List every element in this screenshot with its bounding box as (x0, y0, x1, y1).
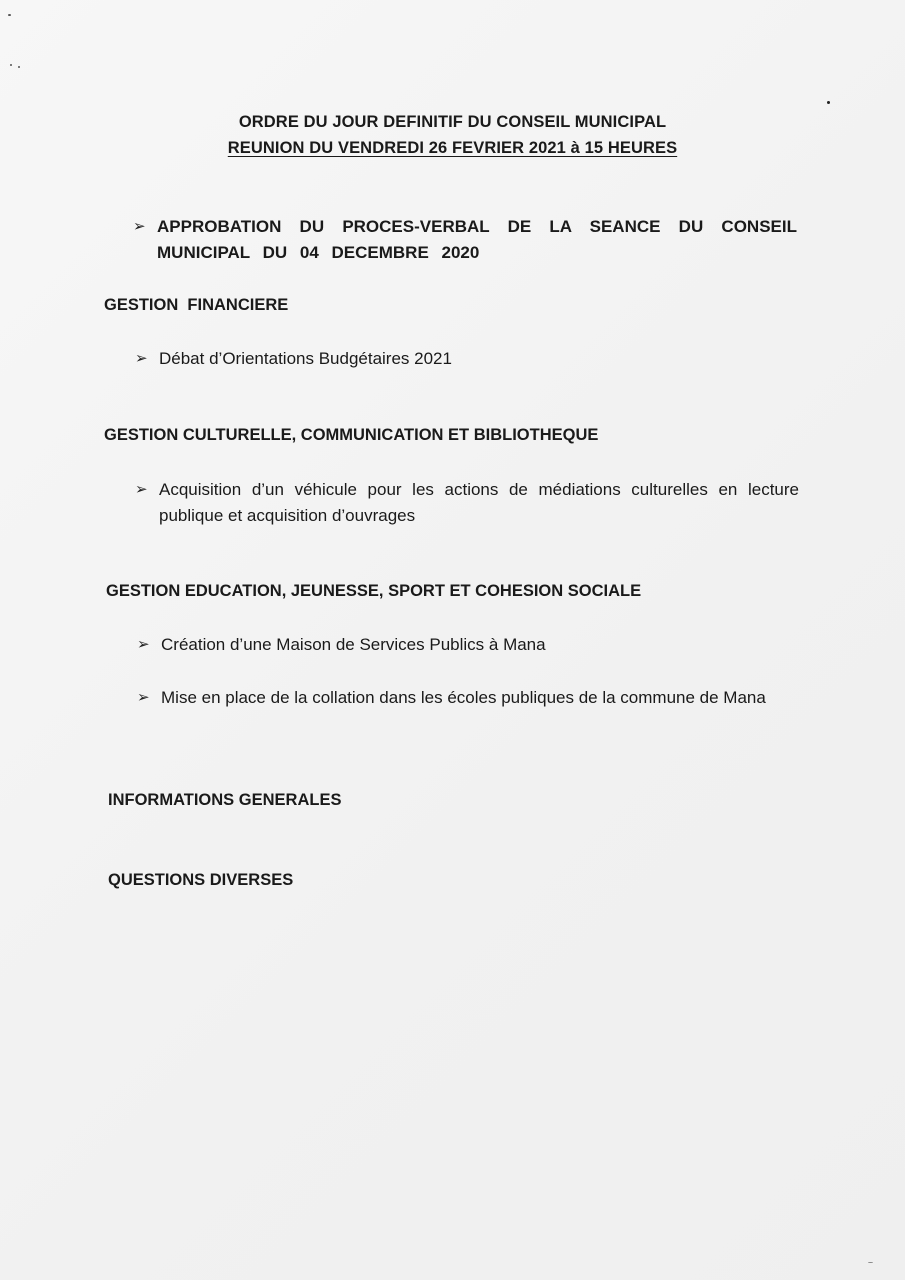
agenda-item-collation (137, 685, 801, 711)
scan-speck (8, 14, 11, 16)
agenda-item-maison-services (137, 632, 801, 658)
section-heading-culturelle: GESTION CULTURELLE, COMMUNICATION ET BIBLIOTHEQUE (104, 426, 599, 444)
meeting-date-subtitle: REUNION DU VENDREDI 26 FEVRIER 2021 à 15 HEURES (227, 139, 678, 157)
arrow-bullet-icon: ➢ (137, 636, 150, 653)
agenda-item-text: Création d’une Maison de Services Publics à Mana (161, 635, 546, 654)
scan-speck (868, 1262, 873, 1263)
agenda-item-approval (133, 214, 797, 266)
section-heading-informations: INFORMATIONS GENERALES (108, 791, 342, 809)
scan-speck (10, 64, 12, 66)
agenda-item-text: APPROBATION DU PROCES-VERBAL DE LA SEANCE DU CONSEIL MUNICIPAL DU 04 DECEMBRE 2020 (157, 217, 797, 262)
agenda-item-text: Acquisition d’un véhicule pour les actions de médiations culturelles en lecture publique et acquisition d’ouvrages (159, 480, 799, 525)
arrow-bullet-icon: ➢ (135, 350, 148, 367)
scan-speck (18, 66, 20, 68)
section-heading-education: GESTION EDUCATION, JEUNESSE, SPORT ET COHESION SOCIALE (106, 582, 642, 600)
arrow-bullet-icon: ➢ (137, 689, 150, 706)
arrow-bullet-icon: ➢ (135, 481, 148, 498)
agenda-item-budget (135, 346, 799, 372)
agenda-item-text: Mise en place de la collation dans les écoles publiques de la commune de Mana (161, 688, 766, 707)
section-heading-questions: QUESTIONS DIVERSES (108, 871, 294, 889)
agenda-item-text: Débat d’Orientations Budgétaires 2021 (159, 349, 452, 368)
agenda-item-vehicule (135, 477, 799, 529)
arrow-bullet-icon: ➢ (133, 218, 146, 235)
section-heading-financiere: GESTION FINANCIERE (104, 296, 289, 314)
document-title: ORDRE DU JOUR DEFINITIF DU CONSEIL MUNICIPAL (238, 113, 667, 131)
scan-speck (827, 101, 830, 104)
